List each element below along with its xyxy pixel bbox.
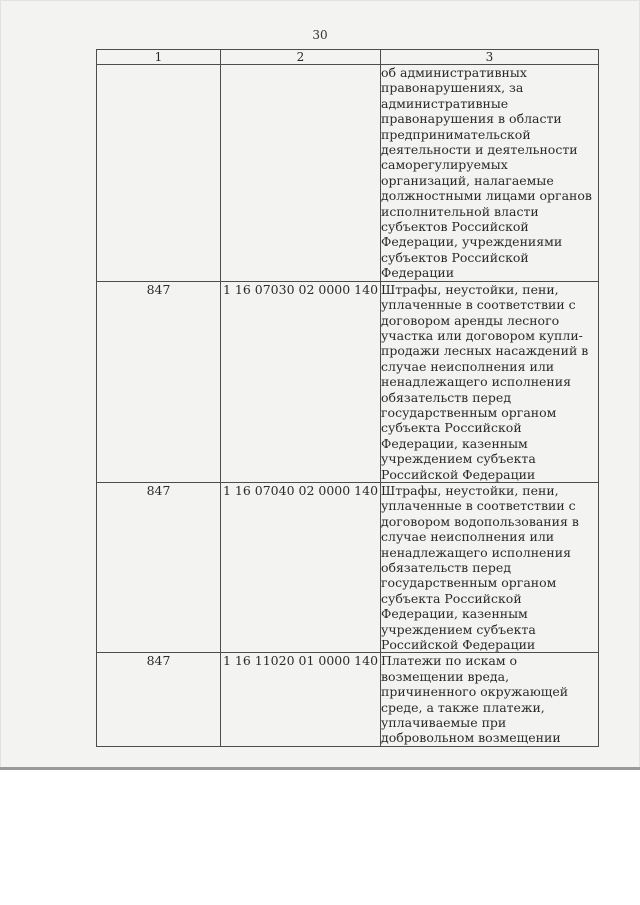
description-text: об административных правонарушениях, за административные правонарушения в области предпринимательской деятельности и деятельности саморегулируемых организаций, налагаемые должностными лицами органов исполнительной власти субъектов Российской Федерации, учреждениями субъектов Российской Федерации bbox=[381, 65, 592, 281]
admin-code: 847 bbox=[146, 653, 171, 669]
description-cell bbox=[381, 653, 599, 746]
table-header-row bbox=[97, 50, 599, 65]
description-cell bbox=[381, 65, 599, 282]
kbk-code: 1 16 07040 02 0000 140 bbox=[222, 482, 379, 498]
table-row bbox=[97, 653, 599, 746]
page-number: 30 bbox=[312, 28, 328, 42]
column-header-2: 2 bbox=[221, 50, 381, 65]
description-text: Платежи по искам о возмещении вреда, причиненного окружающей среде, а также платежи, уплачиваемые при добровольном возмещении bbox=[381, 653, 569, 746]
kbk-code-cell bbox=[221, 65, 381, 282]
table-row bbox=[97, 281, 599, 482]
table-row bbox=[97, 65, 599, 282]
admin-code-cell bbox=[97, 482, 221, 652]
admin-code: 847 bbox=[146, 482, 171, 498]
kbk-code-cell bbox=[221, 482, 381, 652]
description-text: Штрафы, неустойки, пени, уплаченные в соответствии с договором водопользования в случае неисполнения или ненадлежащего исполнения обязательств перед государственным органом субъекта Российской Федерации, казенным учреждением субъекта Российской Федерации bbox=[381, 482, 579, 653]
column-header-3: 3 bbox=[381, 50, 599, 65]
admin-code-cell bbox=[97, 653, 221, 746]
admin-code: 847 bbox=[146, 281, 171, 297]
description-cell bbox=[381, 281, 599, 482]
description-cell bbox=[381, 482, 599, 652]
kbk-code-cell bbox=[221, 653, 381, 746]
description-text: Штрафы, неустойки, пени, уплаченные в соответствии с договором аренды лесного участка или договором купли- продажи лесных насаждений в случае неисполнения или ненадлежащего исполнения обязательств перед государственным органом субъекта Российской Федерации, казенным учреждением субъекта Российской Федерации bbox=[381, 281, 589, 482]
kbk-code-cell bbox=[221, 281, 381, 482]
revenue-codes-table bbox=[96, 49, 599, 747]
column-header-1: 1 bbox=[97, 50, 221, 65]
admin-code-cell bbox=[97, 65, 221, 282]
kbk-code: 1 16 11020 01 0000 140 bbox=[222, 653, 379, 669]
table-row bbox=[97, 482, 599, 652]
admin-code-cell bbox=[97, 281, 221, 482]
kbk-code: 1 16 07030 02 0000 140 bbox=[222, 281, 379, 297]
